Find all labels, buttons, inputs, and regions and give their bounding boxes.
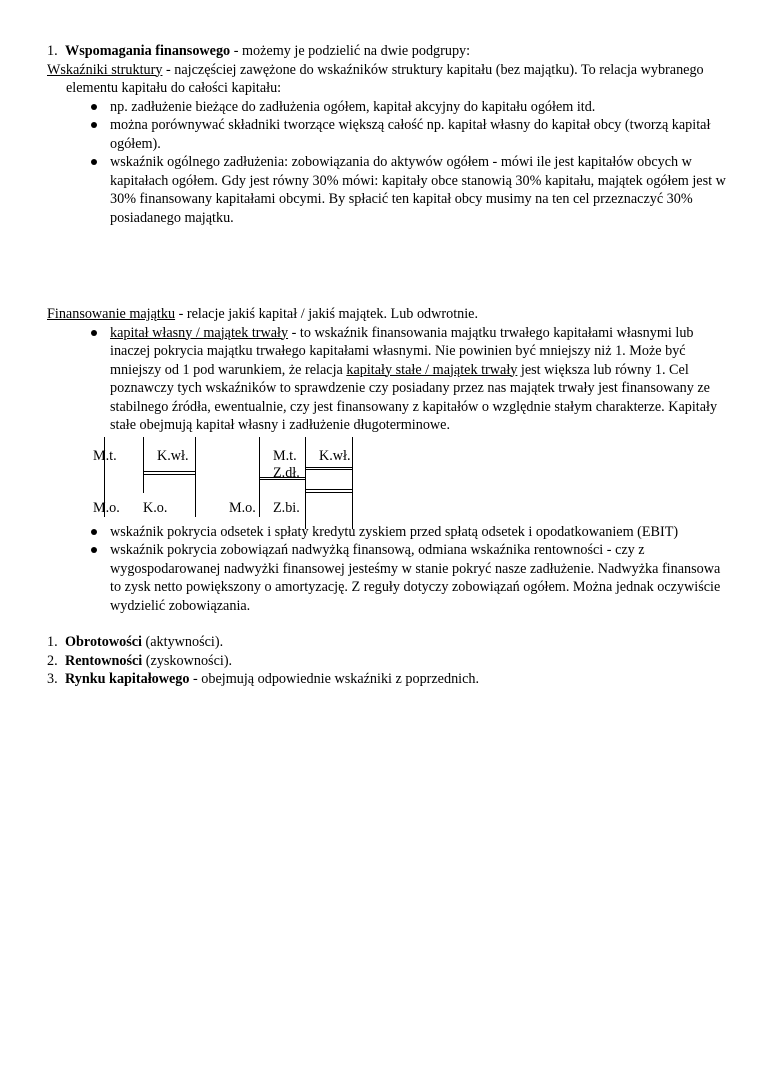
structure-bullet-list [47, 98, 727, 228]
divider [143, 437, 144, 493]
list-item-text: jest większa lub równy 1. Cel poznawczy tych wskaźników to sprawdzenie czy posiadany przez nas majątek trwały jest finansowany ze stabilnego źródła, ewentualnie, czy jest finansowany z kapitałów o względnie stałym charakterze. Kapitały stałe obejmują kapitał własny i zadłużenie długoterminowe. [110, 361, 718, 433]
section-heading [47, 42, 727, 61]
financing-bullet-list [47, 324, 727, 435]
structure-title: Wskaźniki struktury [47, 61, 163, 78]
list-number: 1. [47, 634, 58, 650]
list-item-text: - to wskaźnik finansowania majątku trwałego kapitałami własnymi lub inaczej pokrycia majątku trwałego kapitałami własnymi. Nie powinien być mniejszy niż 1. Może być mniejszy od 1 pod warunkiem, że relacja [110, 324, 694, 378]
ratio-fixed-capital-fixed-assets: kapitały stałe / majątek trwały [346, 361, 518, 378]
bullet-icon [91, 104, 97, 110]
bullet-icon [91, 330, 97, 336]
list-title: Obrotowości [65, 634, 142, 650]
list-item [47, 541, 727, 615]
final-numbered-list [47, 633, 727, 689]
list-number: 3. [47, 671, 58, 687]
financing-text: - relacje jakiś kapitał / jakiś majątek. Lub odwrotnie. [175, 306, 479, 322]
structure-text: - najczęściej zawężone do wskaźników struktury kapitału (bez majątku). To relacja wybranego elementu kapitału do całości kapitału: [66, 61, 704, 96]
section-number: 1. [47, 43, 58, 59]
bullet-icon [91, 159, 97, 165]
divider [305, 489, 353, 490]
current-assets-label: M.o. [93, 499, 120, 516]
bullet-icon [91, 122, 97, 128]
list-item-text: wskaźnik pokrycia zobowiązań nadwyżką finansową, odmiana wskaźnika rentowności - czy z wygospodarowanej nadwyżki finansowej jesteśmy w stanie pokryć nasze zadłużenie. Nadwyżka finansowa to zysk netto powiększony o amortyzację. Z reguły dotyczy zobowiązań ogółem. Można jednak oczywiście wydzielić zobowiązania. [110, 542, 721, 614]
list-item [47, 153, 727, 227]
section-intro: - możemy je podzielić na dwie podgrupy: [230, 43, 471, 59]
list-rest: (zyskowności). [142, 652, 233, 669]
list-item [47, 652, 727, 671]
fixed-assets-label: M.t. [93, 447, 117, 464]
balance-sheet-diagram [47, 437, 727, 523]
equity-label: K.wł. [157, 447, 189, 464]
current-assets-label: M.o. [229, 499, 256, 516]
divider [305, 437, 306, 529]
list-item [47, 324, 727, 435]
list-title: Rynku kapitałowego [65, 671, 190, 687]
list-title: Rentowności [65, 652, 143, 669]
current-debt-label: Z.bi. [273, 499, 300, 516]
structure-paragraph [47, 61, 727, 98]
financing-paragraph [47, 305, 727, 324]
list-item [47, 98, 727, 117]
list-rest: (aktywności). [141, 634, 224, 650]
divider [305, 492, 353, 493]
bullet-icon [91, 547, 97, 553]
list-item [47, 633, 727, 652]
list-item [47, 670, 727, 689]
list-item-text: wskaźnik ogólnego zadłużenia: zobowiązania do aktywów ogółem - mówi ile jest kapitałów obcych w kapitałach ogółem. Gdy jest równy 30% mówi: kapitały obce stanowią 30% kapitału, majątek ogółem jest w 30% finansowany kapitałami obcymi. By spłacić ten kapitał obcy musimy na ten cel przeznaczyć 30% posiadanego majątku. [110, 154, 726, 226]
list-item [47, 116, 727, 153]
list-item-text: wskaźnik pokrycia odsetek i spłaty kredytu zyskiem przed spłatą odsetek i opodatkowaniem (EBIT) [110, 523, 679, 540]
bullet-icon [91, 529, 97, 535]
divider [195, 437, 196, 517]
section-title: Wspomagania finansowego [65, 43, 231, 59]
divider [352, 437, 353, 529]
divider [143, 474, 196, 475]
equity-label: K.wł. [319, 447, 351, 464]
financing-title: Finansowanie majątku [47, 306, 176, 322]
long-term-debt-label: Z.dł. [273, 464, 300, 481]
list-number: 2. [47, 652, 58, 669]
debt-label: K.o. [143, 499, 168, 516]
list-item [47, 523, 727, 542]
divider [305, 467, 353, 468]
document-body [47, 42, 727, 689]
divider [305, 469, 353, 470]
ratio-equity-fixed-assets: kapitał własny / majątek trwały [110, 324, 289, 341]
fixed-assets-label: M.t. [273, 447, 297, 464]
coverage-bullet-list [47, 523, 727, 616]
divider [143, 471, 196, 472]
list-rest: - obejmują odpowiednie wskaźniki z poprzednich. [189, 671, 480, 687]
list-item-text: np. zadłużenie bieżące do zadłużenia ogółem, kapitał akcyjny do kapitału ogółem itd. [110, 98, 596, 115]
list-item-text: można porównywać składniki tworzące większą całość np. kapitał własny do kapitał obcy (tworzą kapitał ogółem). [110, 117, 711, 152]
